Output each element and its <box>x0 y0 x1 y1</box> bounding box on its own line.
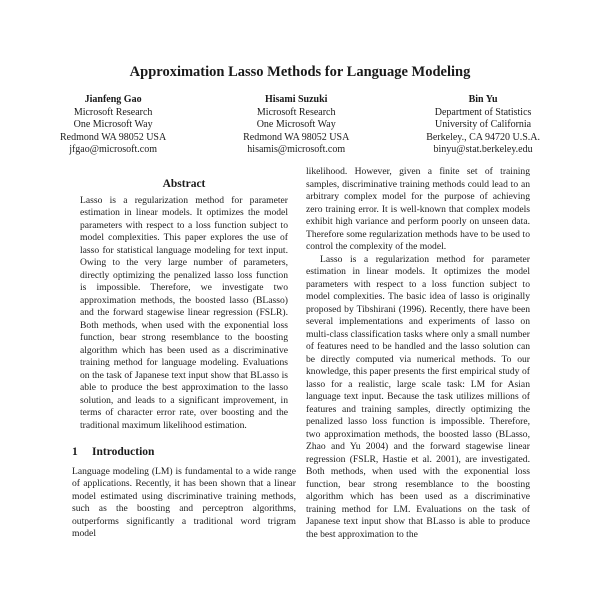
author-email: binyu@stat.berkeley.edu <box>433 144 533 155</box>
abstract-text: Lasso is a regularization method for parameter estimation in linear models. It optimizes the model parameters with respect to a loss function subject to model complexities. This paper explores the use of lasso for statistical language modeling for text input. Owing to the very large number of parameters, directly optimizing the penalized lasso loss function is impossible. Therefore, we investigate two approximation methods, the boosted lasso (BLasso) and the forward stagewise linear regression (FSLR). Both methods, when used with the exponential loss function, bear strong resemblance to the boosting algorithm which has been used as a discriminative training method for language modeling. Evaluations on the task of Japanese text input show that BLasso is able to produce the best approximation to the lasso solution, and leads to a significant improvement, in terms of character error rate, over boosting and the traditional maximum likelihood estimation. <box>80 194 288 431</box>
author-name: Jianfeng Gao <box>84 94 142 105</box>
body-paragraph: Lasso is a regularization method for parameter estimation in linear models. It optimizes the model parameters with respect to a loss function subject to model complexities. The basic idea of lasso is originally proposed by Tibshirani (1996). Recently, there have been several implementations and experiments of lasso on multi-class classification tasks where only a small number of features need to be handled and the lasso solution can be directly computed via numerical methods. To our knowledge, this paper presents the first empirical study of lasso for a realistic, large scale task: LM for Asian language text input. Because the task utilizes millions of features and training samples, directly optimizing the penalized lasso loss function is impossible. Therefore, two approximation methods, the boosted lasso (BLasso, Zhao and Yu 2004) and the forward stagewise linear regression (FSLR, Hastie et al. 2001), are investigated. Both methods, when used with the exponential loss function, bear strong resemblance to the boosting algorithm which has been used as a discriminative training method for LM. Evaluations on the task of Japanese text input show that BLasso is able to produce the best approximation to the <box>306 253 530 540</box>
body-paragraph: likelihood. However, given a finite set of training samples, discriminative training methods could lead to an arbitrary complex model for the purpose of achieving zero training error. It is well-known that complex models exhibit high variance and perform poorly on unseen data. Therefore some regularization methods have to be used to control the complexity of the model. <box>306 166 530 252</box>
author-email: hisamis@microsoft.com <box>247 144 346 155</box>
author-address: One Microsoft Way <box>73 119 153 130</box>
left-column <box>72 178 296 541</box>
author-3 <box>426 94 540 157</box>
author-address: Berkeley., CA 94720 U.S.A. <box>426 131 540 143</box>
intro-paragraph: Language modeling (LM) is fundamental to a wide range of applications. Recently, it has been shown that a linear model estimated using discriminative training methods, such as the boosting and perceptron algorithms, outperforms significantly a traditional word trigram model <box>72 465 296 539</box>
author-1 <box>60 94 166 157</box>
author-email: jfgao@microsoft.com <box>69 144 158 155</box>
section-number: 1 <box>72 446 78 458</box>
author-2 <box>243 94 349 157</box>
author-name: Bin Yu <box>468 94 498 105</box>
section-title: Introduction <box>92 446 155 458</box>
author-address: Redmond WA 98052 USA <box>243 131 350 143</box>
right-column <box>306 166 530 541</box>
author-affiliation: Department of Statistics <box>434 106 532 118</box>
author-affiliation: Microsoft Research <box>256 106 336 118</box>
author-block <box>60 94 540 157</box>
author-affiliation: Microsoft Research <box>73 106 153 118</box>
author-name: Hisami Suzuki <box>264 94 328 105</box>
paper-title: Approximation Lasso Methods for Language Modeling <box>129 64 471 80</box>
abstract-heading: Abstract <box>162 178 206 190</box>
author-address: Redmond WA 98052 USA <box>60 131 167 143</box>
section-heading <box>72 446 296 459</box>
author-address: University of California <box>435 119 532 130</box>
author-address: One Microsoft Way <box>256 119 336 130</box>
